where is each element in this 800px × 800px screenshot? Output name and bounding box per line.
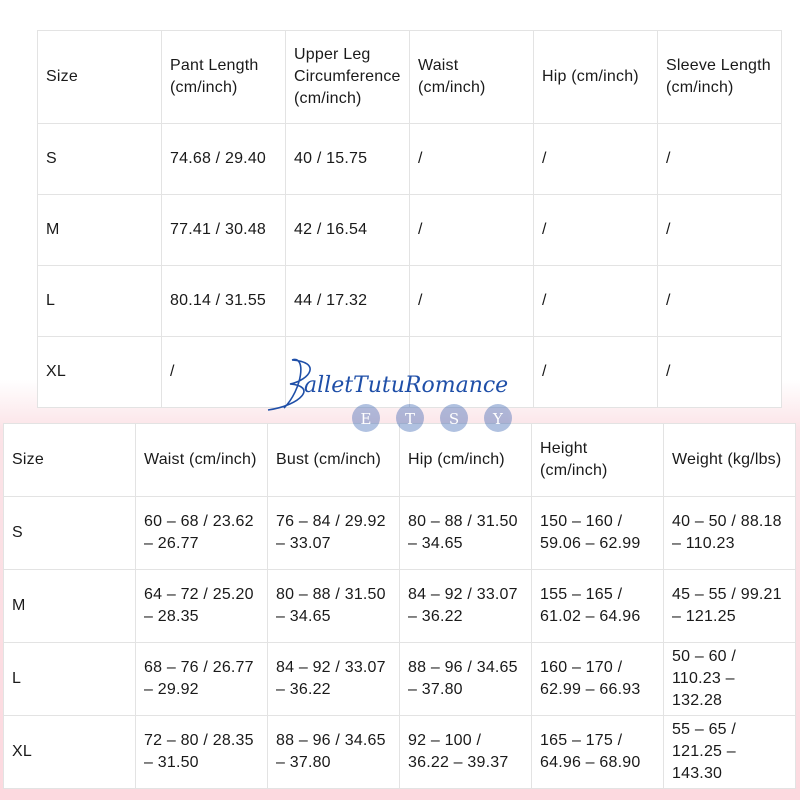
table-cell: / xyxy=(658,124,782,195)
table-row xyxy=(38,124,782,195)
table-cell: 50 – 60 / 110.23 – 132.28 xyxy=(664,643,796,716)
table-row xyxy=(4,570,796,643)
table-cell: / xyxy=(410,124,534,195)
size-cell: L xyxy=(38,266,162,337)
table-cell: 60 – 68 / 23.62 – 26.77 xyxy=(136,497,268,570)
table-row xyxy=(38,195,782,266)
size-cell: M xyxy=(4,570,136,643)
table-row xyxy=(38,337,782,408)
table-row xyxy=(4,643,796,716)
table-cell: / xyxy=(410,195,534,266)
table-header-row xyxy=(4,424,796,497)
table-cell: / xyxy=(658,195,782,266)
table-cell: 42 / 16.54 xyxy=(286,195,410,266)
table-row xyxy=(38,266,782,337)
table-cell: / xyxy=(162,337,286,408)
table-cell: 44 / 17.32 xyxy=(286,266,410,337)
header-cell: Hip (cm/inch) xyxy=(400,424,532,497)
size-cell: L xyxy=(4,643,136,716)
header-cell: Upper Leg Circumference (cm/inch) xyxy=(286,31,410,124)
table-cell: / xyxy=(534,337,658,408)
table-cell: 88 – 96 / 34.65 – 37.80 xyxy=(400,643,532,716)
table-cell: 40 – 50 / 88.18 – 110.23 xyxy=(664,497,796,570)
table-cell: 45 – 55 / 99.21 – 121.25 xyxy=(664,570,796,643)
svg-text:T: T xyxy=(404,410,416,428)
table-cell: 80 – 88 / 31.50 – 34.65 xyxy=(400,497,532,570)
size-cell: S xyxy=(38,124,162,195)
table-cell: 80 – 88 / 31.50 – 34.65 xyxy=(268,570,400,643)
table-cell: 84 – 92 / 33.07 – 36.22 xyxy=(400,570,532,643)
table-cell: / xyxy=(658,337,782,408)
table-cell: 77.41 / 30.48 xyxy=(162,195,286,266)
size-cell: XL xyxy=(38,337,162,408)
table-cell: / xyxy=(410,266,534,337)
table-cell: 88 – 96 / 34.65 – 37.80 xyxy=(268,716,400,789)
header-cell: Weight (kg/lbs) xyxy=(664,424,796,497)
header-cell: Waist (cm/inch) xyxy=(136,424,268,497)
garment-size-table xyxy=(37,30,782,408)
table-cell: 68 – 76 / 26.77 – 29.92 xyxy=(136,643,268,716)
table-cell: 80.14 / 31.55 xyxy=(162,266,286,337)
header-cell: Sleeve Length (cm/inch) xyxy=(658,31,782,124)
table-cell: 150 – 160 / 59.06 – 62.99 xyxy=(532,497,664,570)
svg-text:E: E xyxy=(360,410,372,428)
table-cell: / xyxy=(658,266,782,337)
svg-text:S: S xyxy=(448,410,460,428)
table-cell: 160 – 170 / 62.99 – 66.93 xyxy=(532,643,664,716)
table-cell: 72 – 80 / 28.35 – 31.50 xyxy=(136,716,268,789)
header-cell: Waist (cm/inch) xyxy=(410,31,534,124)
table-cell: 55 – 65 / 121.25 – 143.30 xyxy=(664,716,796,789)
header-cell: Size xyxy=(4,424,136,497)
table-row xyxy=(4,497,796,570)
size-cell: M xyxy=(38,195,162,266)
header-cell: Hip (cm/inch) xyxy=(534,31,658,124)
table-cell: 76 – 84 / 29.92 – 33.07 xyxy=(268,497,400,570)
table-cell: 155 – 165 / 61.02 – 64.96 xyxy=(532,570,664,643)
table-cell: 84 – 92 / 33.07 – 36.22 xyxy=(268,643,400,716)
table-cell: 40 / 15.75 xyxy=(286,124,410,195)
table-cell xyxy=(286,337,410,408)
size-cell: XL xyxy=(4,716,136,789)
header-cell: Pant Length (cm/inch) xyxy=(162,31,286,124)
header-cell: Bust (cm/inch) xyxy=(268,424,400,497)
table-cell: / xyxy=(534,195,658,266)
svg-text:Y: Y xyxy=(493,410,503,428)
table-header-row xyxy=(38,31,782,124)
header-cell: Size xyxy=(38,31,162,124)
size-cell: S xyxy=(4,497,136,570)
table-row xyxy=(4,716,796,789)
table-cell: 165 – 175 / 64.96 – 68.90 xyxy=(532,716,664,789)
body-size-table xyxy=(3,423,796,789)
header-cell: Height (cm/inch) xyxy=(532,424,664,497)
table-cell: 74.68 / 29.40 xyxy=(162,124,286,195)
svg-text:alletTutuRomance: alletTutuRomance xyxy=(304,373,509,398)
table-cell: 92 – 100 / 36.22 – 39.37 xyxy=(400,716,532,789)
table-cell: / xyxy=(534,266,658,337)
table-cell xyxy=(410,337,534,408)
table-cell: / xyxy=(534,124,658,195)
table-cell: 64 – 72 / 25.20 – 28.35 xyxy=(136,570,268,643)
